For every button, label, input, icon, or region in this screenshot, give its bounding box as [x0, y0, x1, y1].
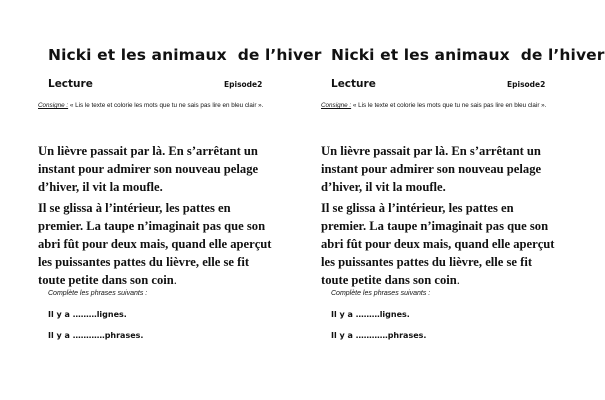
section-label-lecture: Lecture	[48, 78, 93, 90]
section-label-lecture: Lecture	[331, 78, 376, 90]
episode-label: Episode2	[224, 80, 263, 89]
story-paragraph-2-period: .	[173, 273, 177, 287]
story-paragraph-1: Un lièvre passait par là. En s’arrêtant un instant pour admirer son nouveau pelage d’hiver, il vit la moufle.	[38, 144, 259, 194]
exercise-line-lignes: Il y a ………lignes.	[331, 310, 410, 319]
exercise-line-lignes: Il y a ………lignes.	[48, 310, 127, 319]
story-paragraph-1: Un lièvre passait par là. En s’arrêtant un instant pour admirer son nouveau pelage d’hiver, il vit la moufle.	[321, 144, 542, 194]
exercise-line-phrases: Il y a …………phrases.	[331, 331, 427, 340]
instruction	[38, 100, 266, 111]
instruction	[321, 100, 549, 111]
story-paragraph-2-period: .	[456, 273, 460, 287]
episode-label: Episode2	[507, 80, 546, 89]
instruction-label: Consigne :	[321, 102, 352, 109]
story-paragraph-2	[38, 199, 276, 289]
instruction-label: Consigne :	[38, 102, 69, 109]
worksheet-title: Nicki et les animaux de l’hiver	[48, 46, 322, 64]
story-paragraph-2-text: Il se glissa à l’intérieur, les pattes en premier. La taupe n’imaginait pas que son abri fût pour deux mais, quand elle aperçut les puissantes pattes du lièvre, elle se fit toute petite dans son coin	[38, 201, 272, 287]
worksheet-title: Nicki et les animaux de l’hiver	[331, 46, 605, 64]
exercise-line-phrases: Il y a …………phrases.	[48, 331, 144, 340]
story-paragraph-2	[321, 199, 559, 289]
exercise-heading: Complète les phrases suivants :	[48, 290, 148, 297]
instruction-text: « Lis le texte et colorie les mots que tu ne sais pas lire en bleu clair ».	[68, 102, 264, 109]
story-paragraph-2-text: Il se glissa à l’intérieur, les pattes en premier. La taupe n’imaginait pas que son abri fût pour deux mais, quand elle aperçut les puissantes pattes du lièvre, elle se fit toute petite dans son coin	[321, 201, 555, 287]
exercise-heading: Complète les phrases suivants :	[331, 290, 431, 297]
instruction-text: « Lis le texte et colorie les mots que tu ne sais pas lire en bleu clair ».	[351, 102, 547, 109]
worksheet-right	[283, 0, 605, 400]
